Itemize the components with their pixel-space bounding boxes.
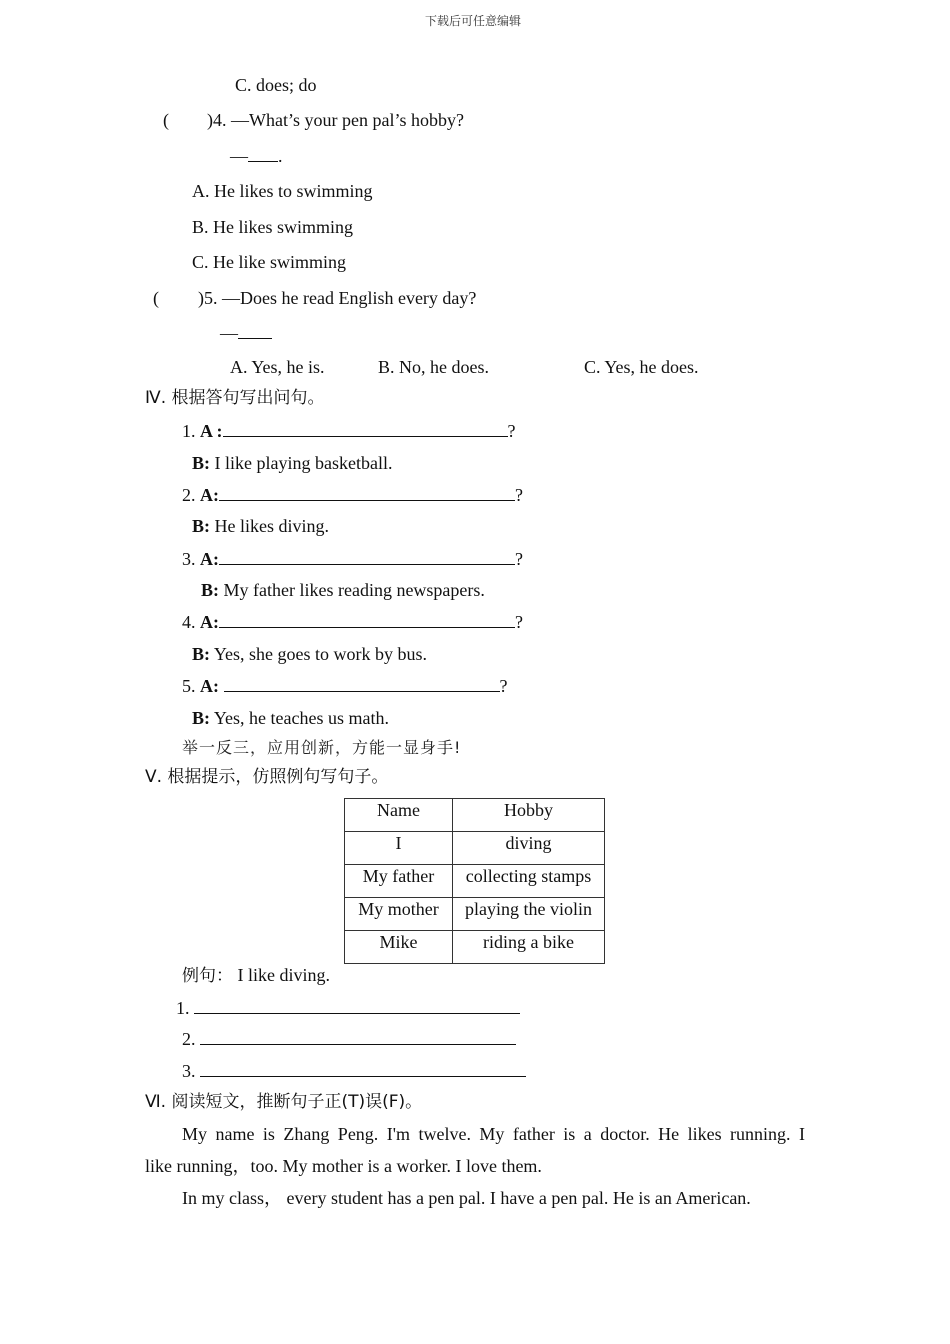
s4-item-2-b-label: B:: [192, 516, 210, 536]
s4-item-1-a-label: A :: [200, 421, 223, 441]
q4-answer-line: [230, 145, 283, 167]
table-header-name: Name: [345, 799, 453, 832]
s4-item-2-a-label: A:: [200, 485, 219, 505]
s4-item-3-qmark: ?: [515, 549, 523, 569]
s5-line-1-blank[interactable]: [194, 997, 520, 1014]
table-cell-hobby: diving: [453, 832, 605, 865]
s4-item-2-a: [182, 484, 523, 506]
s4-item-1-a: [182, 420, 516, 442]
s5-line-2: [182, 1028, 516, 1050]
s4-item-4-qmark: ?: [515, 612, 523, 632]
s4-item-4-num: 4.: [182, 612, 196, 632]
passage-p1-line2: like running，too. My mother is a worker. I love them.: [145, 1156, 542, 1176]
s4-item-5-a: [182, 675, 508, 697]
q5-option-a: A. Yes, he is.: [230, 357, 325, 377]
q5-option-b: B. No, he does.: [378, 357, 489, 377]
section-5-title: Ⅴ. 根据提示，仿照例句写句子。: [145, 767, 389, 787]
q4-option-a: A. He likes to swimming: [192, 181, 373, 201]
s4-item-4-a-label: A:: [200, 612, 219, 632]
s4-item-3-blank[interactable]: [219, 548, 515, 565]
table-header-row: [345, 799, 605, 832]
s5-line-3-blank[interactable]: [200, 1060, 526, 1077]
table-cell-hobby: playing the violin: [453, 898, 605, 931]
example-label: 例句：: [182, 966, 233, 986]
s4-item-4-b-text: Yes, she goes to work by bus.: [210, 644, 428, 664]
s4-item-5-blank[interactable]: [224, 675, 500, 692]
s4-item-3-b-text: My father likes reading newspapers.: [219, 580, 485, 600]
q3-option-c: C. does; do: [235, 75, 317, 95]
s4-item-1-blank[interactable]: [223, 420, 508, 437]
s4-item-3-num: 3.: [182, 549, 196, 569]
s4-item-5-a-label: A:: [200, 676, 219, 696]
passage-p2-line1: In my class， every student has a pen pal. I have a pen pal. He is an American.: [182, 1188, 751, 1208]
s4-item-2-num: 2.: [182, 485, 196, 505]
q5-question: )5. —Does he read English every day?: [198, 288, 477, 308]
q4-answer-blank[interactable]: [248, 145, 278, 162]
section-6-title: Ⅵ. 阅读短文，推断句子正(T)误(F)。: [145, 1092, 423, 1112]
q4-bracket: (: [163, 110, 169, 130]
s4-item-2-b: [192, 515, 329, 537]
s4-item-1-b-label: B:: [192, 453, 210, 473]
table-header-hobby: Hobby: [453, 799, 605, 832]
table-row: [345, 865, 605, 898]
table-row: [345, 898, 605, 931]
table-cell-name: Mike: [345, 931, 453, 964]
s4-item-2-b-text: He likes diving.: [210, 516, 329, 536]
s4-item-5-num: 5.: [182, 676, 196, 696]
table-cell-name: My mother: [345, 898, 453, 931]
s4-item-1-num: 1.: [182, 421, 196, 441]
motto: 举一反三，应用创新，方能一显身手!: [182, 738, 462, 757]
table-cell-hobby: riding a bike: [453, 931, 605, 964]
hobby-table: [344, 798, 605, 964]
q5-answer-line: [220, 322, 272, 344]
s4-item-3-b: [201, 579, 485, 601]
q4-answer-period: .: [278, 146, 283, 166]
s4-item-4-b-label: B:: [192, 644, 210, 664]
example-sentence: [182, 964, 330, 987]
s4-item-5-b: [192, 707, 389, 729]
table-row: [345, 931, 605, 964]
passage-p1-line1: My name is Zhang Peng. I'm twelve. My father is a doctor. He likes running. I: [182, 1124, 805, 1144]
s4-item-5-b-label: B:: [192, 708, 210, 728]
s4-item-5-b-text: Yes, he teaches us math.: [210, 708, 389, 728]
s4-item-4-a: [182, 611, 523, 633]
s4-item-4-blank[interactable]: [219, 611, 515, 628]
q5-answer-blank[interactable]: [238, 322, 272, 339]
q4-option-b: B. He likes swimming: [192, 217, 353, 237]
table-cell-hobby: collecting stamps: [453, 865, 605, 898]
s4-item-1-b: [192, 452, 392, 474]
s4-item-1-qmark: ?: [507, 421, 516, 441]
s5-line-1: [176, 997, 520, 1019]
q5-bracket: (: [153, 288, 159, 308]
s5-line-3: [182, 1060, 526, 1082]
s4-item-3-b-label: B:: [201, 580, 219, 600]
s5-line-2-num: 2.: [182, 1029, 196, 1049]
table-cell-name: I: [345, 832, 453, 865]
q4-option-c: C. He like swimming: [192, 252, 346, 272]
s4-item-4-b: [192, 643, 427, 665]
page-header: 下载后可任意编辑: [425, 14, 522, 28]
s4-item-3-a: [182, 548, 523, 570]
section-4-title: Ⅳ. 根据答句写出问句。: [145, 388, 325, 408]
s4-item-2-qmark: ?: [515, 485, 523, 505]
q5-answer-dash: —: [220, 323, 238, 343]
s5-line-1-num: 1.: [176, 998, 190, 1018]
s5-line-3-num: 3.: [182, 1061, 196, 1081]
example-text: I like diving.: [233, 965, 330, 985]
q4-answer-dash: —: [230, 146, 248, 166]
s4-item-3-a-label: A:: [200, 549, 219, 569]
q5-option-c: C. Yes, he does.: [584, 357, 699, 377]
q4-question: )4. —What’s your pen pal’s hobby?: [207, 110, 464, 130]
s5-line-2-blank[interactable]: [200, 1028, 516, 1045]
s4-item-1-b-text: I like playing basketball.: [210, 453, 393, 473]
table-row: [345, 832, 605, 865]
table-cell-name: My father: [345, 865, 453, 898]
s4-item-2-blank[interactable]: [219, 484, 515, 501]
s4-item-5-qmark: ?: [499, 676, 508, 696]
